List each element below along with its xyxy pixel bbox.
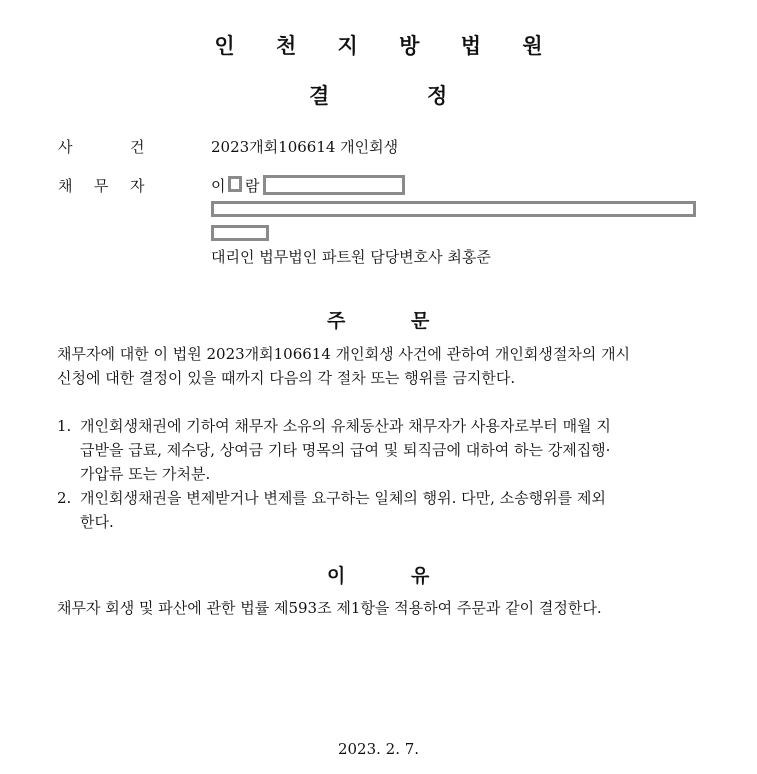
doc-type-left: 결: [309, 84, 330, 108]
order-item-2-number: 2.: [57, 489, 72, 507]
redaction-name-middle: [228, 176, 242, 192]
debtor-name-last: 람: [245, 177, 260, 195]
court-name: 인 천 지 방 법 원: [214, 34, 560, 58]
debtor-name-first: 이: [211, 177, 226, 195]
reason-heading-left: 이: [327, 565, 346, 587]
case-value: 2023개회106614 개인회생: [211, 138, 399, 156]
redaction-debtor-id: [263, 175, 405, 195]
debtor-representative: 대리인 법무법인 파트원 담당변호사 최홍준: [211, 248, 491, 266]
order-item-2-line2: 한다.: [80, 513, 114, 531]
order-intro-line1: 채무자에 대한 이 법원 2023개회106614 개인회생 사건에 관하여 개인회생절차의 개시: [57, 345, 631, 363]
order-item-1-line3: 가압류 또는 가처분.: [80, 465, 211, 483]
reason-text: 채무자 회생 및 파산에 관한 법률 제593조 제1항을 적용하여 주문과 같이 결정한다.: [57, 599, 602, 617]
redaction-address-line1: [211, 201, 696, 217]
redaction-address-line2: [211, 225, 269, 241]
order-item-1-line2: 급받을 급료, 제수당, 상여금 기타 명목의 급여 및 퇴직금에 대하여 하는 강제집행·: [80, 441, 611, 459]
reason-heading-right: 유: [411, 565, 430, 587]
doc-type-right: 정: [427, 84, 448, 108]
debtor-label-c: 자: [130, 177, 145, 195]
decision-date: 2023. 2. 7.: [337, 740, 420, 758]
case-label-a: 사: [58, 138, 73, 156]
order-heading-right: 문: [411, 310, 430, 332]
order-item-1-line1: 개인회생채권에 기하여 채무자 소유의 유체동산과 채무자가 사용자로부터 매월 지: [80, 417, 611, 435]
order-intro-line2: 신청에 대한 결정이 있을 때까지 다음의 각 절차 또는 행위를 금지한다.: [57, 369, 516, 387]
order-heading-left: 주: [327, 310, 346, 332]
order-item-2-line1: 개인회생채권을 변제받거나 변제를 요구하는 일체의 행위. 다만, 소송행위를 제외: [80, 489, 606, 507]
debtor-label-a: 채: [58, 177, 73, 195]
debtor-label-b: 무: [94, 177, 109, 195]
case-label-b: 건: [130, 138, 145, 156]
order-item-1-number: 1.: [57, 417, 72, 435]
